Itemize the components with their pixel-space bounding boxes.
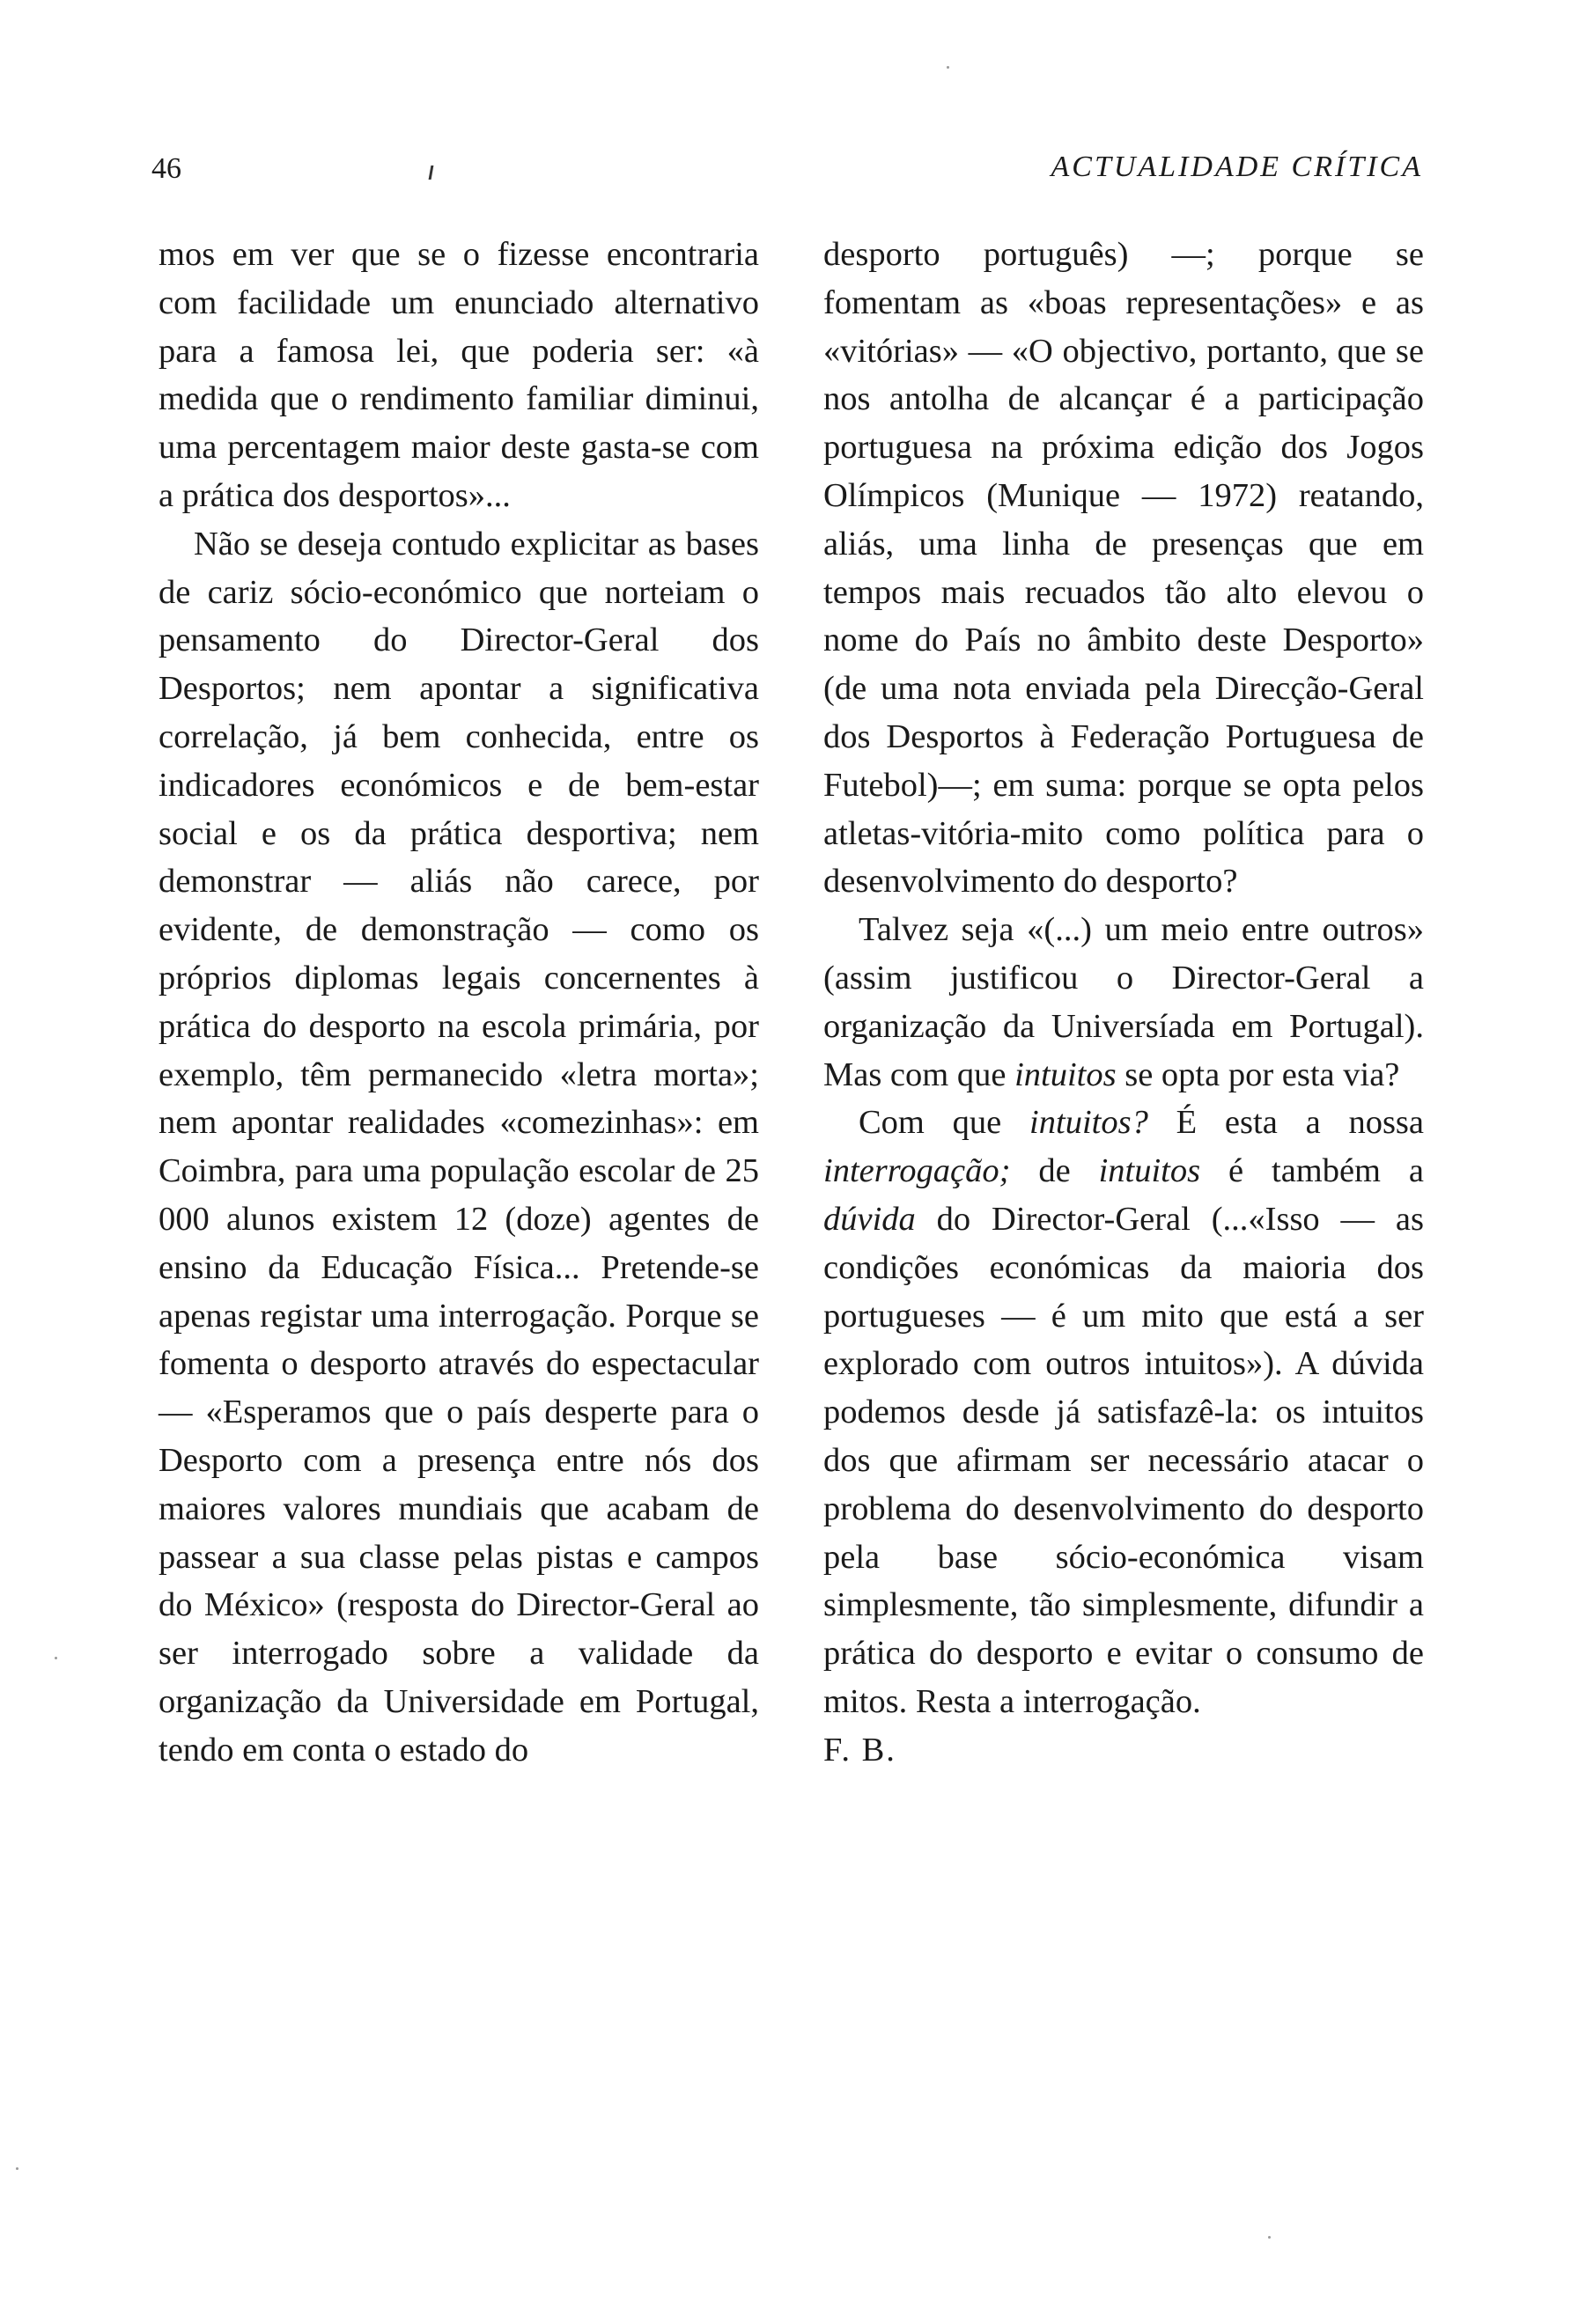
author-signature: F. B. — [823, 1731, 896, 1769]
text-run: do Director-Geral (...«Isso — as condições económicas da maioria dos portugueses — é um mito que está a ser explorado com outros intuitos»). A dúvida podemos desde já satisfazê-la: os intuitos dos que afirmam ser necessário atacar o problema do desenvolvimento do desporto pela base sócio-económica visam simplesmente, tão simplesmente, difundir a prática do desporto e evitar o consumo de mitos. Resta a interrogação. — [823, 1200, 1424, 1720]
paper-speck — [947, 66, 949, 69]
text-run: Talvez seja «(...) um meio entre outros» (assim justificou o Director-Geral a organização da Universíada em Portugal). Mas com que — [823, 911, 1424, 1093]
paper-speck — [16, 2167, 18, 2170]
emphasis-intuitos: intuitos? — [1029, 1104, 1148, 1142]
right-paragraph-1: desporto português) —; porque se fomentam as «boas representações» e as «vitórias» — «O objectivo, portanto, que se nos antolha de alcançar é a participação portuguesa na próxima edição dos Jogos Olímpicos (Munique — 1972) reatando, aliás, uma linha de presenças que em tempos mais recuados tão alto elevou o nome do País no âmbito deste Desporto» (de uma nota enviada pela Direcção-Geral dos Desportos à Federação Portuguesa de Futebol)—; em suma: porque se opta pelos atletas-vitória-mito como política para o desenvolvimento do desporto? — [823, 236, 1424, 901]
page-number: 46 — [151, 152, 181, 185]
right-paragraph-3 — [823, 1099, 1424, 1725]
text-run: É esta a nossa — [1147, 1104, 1424, 1142]
emphasis-duvida: dúvida — [823, 1200, 916, 1238]
right-column — [823, 231, 1424, 1775]
left-column — [159, 231, 759, 1775]
text-run: se opta por esta via? — [1116, 1055, 1400, 1093]
text-run: de — [1010, 1152, 1099, 1190]
paper-speck — [1268, 2236, 1271, 2239]
paper-speck — [55, 1657, 57, 1659]
right-paragraph-2 — [823, 906, 1424, 1099]
text-run: Com que — [859, 1104, 1030, 1142]
emphasis-intuitos: intuitos — [1098, 1152, 1201, 1190]
left-paragraph-1: mos em ver que se o fizesse encontraria com facilidade um enunciado alternativo para a famosa lei, que poderia ser: «à medida que o rendimento familiar diminui, uma percentagem maior deste gasta-se com a prática dos desportos»... — [159, 236, 759, 514]
emphasis-interrogacao: interrogação; — [823, 1152, 1011, 1190]
running-header-title: ACTUALIDADE CRÍTICA — [1051, 151, 1423, 183]
emphasis-intuitos: intuitos — [1014, 1055, 1117, 1093]
print-mark — [429, 165, 434, 180]
left-paragraph-2: Não se deseja contudo explicitar as bases de cariz sócio-económico que norteiam o pensamento do Director-Geral dos Desportos; nem apontar a significativa correlação, já bem conhecida, entre os indicadores económicos e de bem-estar social e os da prática desportiva; nem demonstrar — aliás não carece, por evidente, de demonstração — como os próprios diplomas legais concernentes à prática do desporto na escola primária, por exemplo, têm permanecido «letra morta»; nem apontar realidades «comezinhas»: em Coimbra, para uma população escolar de 25 000 alunos existem 12 (doze) agentes de ensino da Educação Física... Pretende-se apenas registar uma interrogação. Porque se fomenta o desporto através do espectacular — «Esperamos que o país desperte para o Desporto com a presença entre nós dos maiores valores mundiais que acabam de passear a sua classe pelas pistas e campos do México» (resposta do Director-Geral ao ser interrogado sobre a validade da organização da Universidade em Portugal, tendo em conta o estado do — [159, 525, 759, 1769]
text-run: é também a — [1200, 1152, 1424, 1190]
